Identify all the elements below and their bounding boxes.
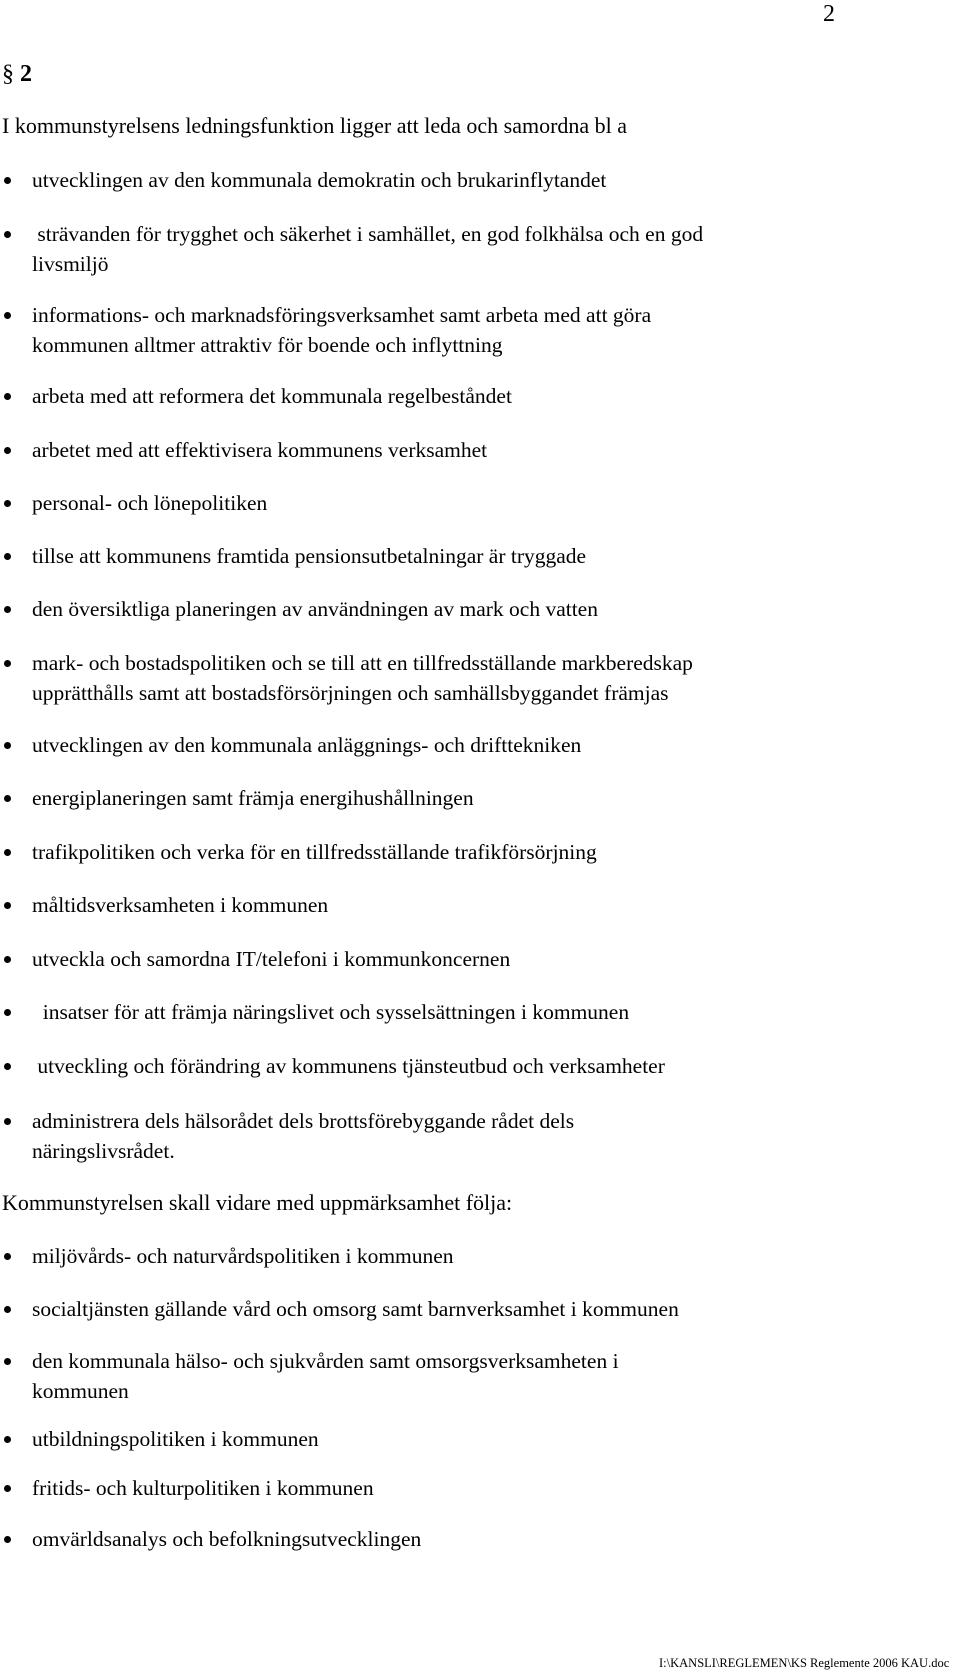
bullet-icon [4, 393, 11, 400]
bullet-icon [4, 1536, 11, 1543]
list-item-line: miljövårds- och naturvårdspolitiken i kommunen [32, 1244, 454, 1268]
list-item-line: insatser för att främja näringslivet och sysselsättningen i kommunen [32, 1000, 630, 1024]
list-item-line: tillse att kommunens framtida pensionsutbetalningar är tryggade [32, 544, 587, 568]
list-item-text [32, 381, 512, 411]
list-item-text [32, 783, 474, 813]
bullet-icon [4, 795, 11, 802]
list-item-text [32, 219, 703, 279]
list-item-line: informations- och marknadsföringsverksamhet samt arbeta med att göra [32, 303, 652, 327]
list-item-line: måltidsverksamheten i kommunen [32, 893, 329, 917]
list-item-text [32, 1424, 319, 1454]
list-item-line: trafikpolitiken och verka för en tillfredsställande trafikförsörjning [32, 840, 597, 864]
list-item-line: socialtjänsten gällande vård och omsorg samt barnverksamhet i kommunen [32, 1297, 679, 1321]
list-item-line: utbildningspolitiken i kommunen [32, 1427, 319, 1451]
list-item-text [32, 594, 598, 624]
list-item-text [32, 165, 606, 195]
bullet-icon [4, 742, 11, 749]
intro-paragraph: I kommunstyrelsens ledningsfunktion ligger att leda och samordna bl a [2, 113, 628, 138]
bullet-icon [4, 1063, 11, 1070]
list-item-line: arbeta med att reformera det kommunala regelbeståndet [32, 384, 512, 408]
list-item-text [32, 1294, 679, 1324]
bullet-icon [4, 500, 11, 507]
bullet-icon [4, 1358, 11, 1365]
list-item-line-continued: näringslivsrådet. [32, 1139, 175, 1163]
list-item-text [32, 1473, 374, 1503]
bullet-icon [4, 1253, 11, 1260]
list-item-line: utveckla och samordna IT/telefoni i kommunkoncernen [32, 947, 511, 971]
bullet-icon [4, 660, 11, 667]
bullet-icon [4, 956, 11, 963]
list-item-line: den kommunala hälso- och sjukvården samt omsorgsverksamheten i [32, 1349, 619, 1373]
bullet-icon [4, 312, 11, 319]
list-item-text [32, 944, 510, 974]
list-item-text [32, 1106, 574, 1166]
list-item-line: strävanden för trygghet och säkerhet i samhället, en god folkhälsa och en god [32, 222, 704, 246]
list-item-line: den översiktliga planeringen av användningen av mark och vatten [32, 597, 598, 621]
list-item-text [32, 730, 581, 760]
bullet-icon [4, 231, 11, 238]
list-item-text [32, 648, 693, 708]
list-item-text [32, 890, 328, 920]
list-item-text [32, 488, 267, 518]
list-item-line: mark- och bostadspolitiken och se till att en tillfredsställande markberedskap [32, 651, 693, 675]
list-item-line: arbetet med att effektivisera kommunens verksamhet [32, 438, 488, 462]
bullet-icon [4, 849, 11, 856]
list-item-text [32, 435, 487, 465]
list-item-line: energiplaneringen samt främja energihushållningen [32, 786, 474, 810]
bullet-icon [4, 1306, 11, 1313]
bullet-icon [4, 553, 11, 560]
list-item-text [32, 300, 651, 360]
list-item-text [32, 1051, 665, 1081]
bullet-icon [4, 177, 11, 184]
follow-up-paragraph: Kommunstyrelsen skall vidare med uppmärksamhet följa: [2, 1190, 513, 1215]
list-item-text [32, 1241, 454, 1271]
bullet-icon [4, 1485, 11, 1492]
list-item-text [32, 1524, 421, 1554]
section-number: 2 [20, 61, 32, 87]
list-item-line-continued: kommunen [32, 1379, 129, 1403]
list-item-line-continued: livsmiljö [32, 252, 109, 276]
bullet-icon [4, 447, 11, 454]
section-heading [2, 60, 32, 88]
list-item-line: administrera dels hälsorådet dels brottsförebyggande rådet dels [32, 1109, 575, 1133]
list-item-text [32, 997, 629, 1027]
footer-file-path: I:\KANSLI\REGLEMEN\KS Reglemente 2006 KAU.doc [659, 1656, 950, 1670]
list-item-line: utvecklingen av den kommunala demokratin och brukarinflytandet [32, 168, 607, 192]
list-item-line: fritids- och kulturpolitiken i kommunen [32, 1476, 374, 1500]
list-item-line: utveckling och förändring av kommunens tjänsteutbud och verksamheter [32, 1054, 665, 1078]
list-item-text [32, 1346, 619, 1406]
list-item-line-continued: kommunen alltmer attraktiv för boende och inflyttning [32, 333, 503, 357]
list-item-text [32, 541, 586, 571]
list-item-line: omvärldsanalys och befolkningsutvecklingen [32, 1527, 422, 1551]
bullet-icon [4, 1436, 11, 1443]
bullet-icon [4, 606, 11, 613]
page-number: 2 [823, 1, 835, 27]
bullet-icon [4, 902, 11, 909]
list-item-line: utvecklingen av den kommunala anläggnings- och drifttekniken [32, 733, 582, 757]
list-item-text [32, 837, 597, 867]
list-item-line: personal- och lönepolitiken [32, 491, 268, 515]
bullet-icon [4, 1118, 11, 1125]
bullet-icon [4, 1009, 11, 1016]
list-item-line-continued: upprätthålls samt att bostadsförsörjningen och samhällsbyggandet främjas [32, 681, 669, 705]
section-sign: § [2, 61, 14, 87]
